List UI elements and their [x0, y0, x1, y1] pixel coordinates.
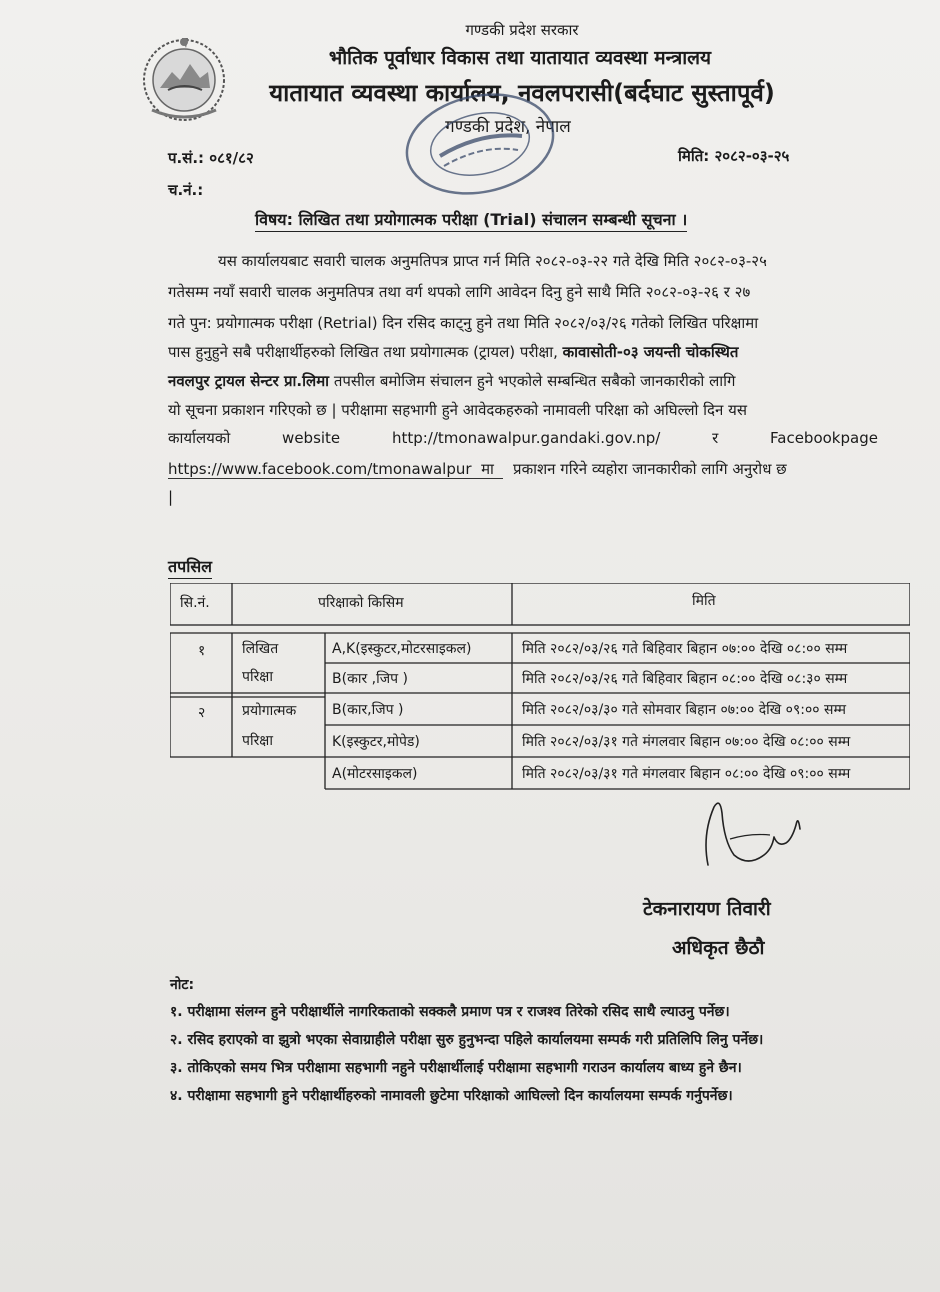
body-line-1: यस कार्यालयबाट सवारी चालक अनुमतिपत्र प्राप्त गर्न मिति २०८२-०३-२२ गते देखि मिति २०८२-०३-२५ [218, 252, 767, 270]
group-1-type-line2: परिक्षा [242, 669, 273, 685]
website-url-link[interactable]: http://tmonawalpur.gandaki.gov.np/ [391, 429, 661, 447]
signatory-name: टेकनारायण तिवारी [643, 898, 771, 920]
table-row-date: मिति २०८२/०३/२६ गते बिहिवार बिहान ०७:०० देखि ०८:०० सम्म [522, 641, 848, 657]
letter-date: मिति: २०८२-०३-२५ [678, 147, 790, 165]
schedule-heading: तपसिल [168, 555, 212, 579]
body-line-5-text: तपसील बमोजिम संचालन हुने भएकोले सम्बन्धित सबैको जानकारीको लागि [333, 372, 736, 390]
group-1-sn: १ [198, 643, 206, 659]
body-line-5 [168, 371, 878, 391]
website-word: website [282, 429, 341, 447]
table-row-category: K(इस्कुटर,मोपेड) [332, 734, 420, 750]
facebook-ma: मा [481, 460, 494, 478]
body-line-6: यो सूचना प्रकाशन गरिएको छ | परीक्षामा सहभागी हुने आवेदकहरुको नामावली परिक्षा को अघिल्लो दिन यस [168, 401, 747, 419]
trial-venue-part2: नवलपुर ट्रायल सेन्टर प्रा.लिमा [168, 372, 330, 390]
body-line-4-text: पास हुनुहुने सबै परीक्षार्थीहरुको लिखित तथा प्रयोगात्मक (ट्रायल) परीक्षा, [168, 343, 558, 361]
ministry-name: भौतिक पूर्वाधार विकास तथा यातायात व्यवस्था मन्त्रालय [328, 47, 712, 69]
body-line-2: गतेसम्म नयाँ सवारी चालक अनुमतिपत्र तथा वर्ग थपको लागि आवेदन दिनु हुने साथै मिति २०८२-०३-२६ र २७ [168, 283, 751, 301]
table-row-date: मिति २०८२/०३/३१ गते मंगलवार बिहान ०७:०० देखि ०८:०० सम्म [522, 734, 851, 750]
office-stamp-icon [400, 92, 560, 200]
col-header-sn: सि.नं. [180, 595, 210, 611]
exam-schedule-table [170, 583, 910, 791]
facebookpage-word: Facebookpage [770, 429, 878, 447]
table-row-date: मिति २०८२/०३/३० गते सोमवार बिहान ०७:०० देखि ०९:०० सम्म [522, 702, 846, 718]
body-line-9: | [168, 488, 174, 506]
table-row-category: A,K(इस्कुटर,मोटरसाइकल) [332, 641, 472, 657]
table-row-category: B(कार,जिप ) [332, 702, 404, 718]
conjunction-ra: र [712, 429, 719, 447]
office-word: कार्यालयको [168, 429, 231, 447]
notice-subject: विषय: लिखित तथा प्रयोगात्मक परीक्षा (Trial) संचालन सम्बन्धी सूचना । [255, 208, 687, 232]
notes-heading: नोट: [170, 977, 195, 993]
group-2-type-line1: प्रयोगात्मक [242, 703, 297, 719]
col-header-exam-type: परिक्षाको किसिम [318, 595, 404, 611]
handwritten-signature-icon [700, 795, 820, 875]
signatory-designation: अधिकृत छैठौ [672, 937, 765, 959]
office-location: गण्डकी प्रदेश, नेपाल [445, 117, 571, 137]
table-row-category: A(मोटरसाइकल) [332, 766, 418, 782]
col-header-date: मिति [692, 593, 716, 609]
group-1-type-line1: लिखित [242, 641, 279, 657]
province-government: गण्डकी प्रदेश सरकार [465, 21, 579, 39]
facebook-url-link[interactable] [168, 460, 503, 479]
body-line-7 [168, 428, 878, 448]
note-item: ४. परीक्षामा सहभागी हुने परीक्षार्थीहरुको नामावली छुटेमा परिक्षाको आघिल्लो दिन कार्यालयमा सम्पर्क गर्नुपर्नेछ। [170, 1088, 733, 1104]
table-row-category: B(कार ,जिप ) [332, 671, 408, 687]
office-name: यातायात व्यवस्था कार्यालय, नवलपरासी(बर्दघाट सुस्तापूर्व) [269, 79, 775, 107]
group-2-type-line2: परिक्षा [242, 733, 273, 749]
dispatch-number: च.नं.: [168, 181, 204, 199]
trial-venue-part1: कावासोती-०३ जयन्ती चोकस्थित [562, 343, 739, 361]
table-row-date: मिति २०८२/०३/३१ गते मंगलवार बिहान ०८:०० देखि ०९:०० सम्म [522, 766, 851, 782]
body-line-4 [168, 342, 878, 362]
table-row-date: मिति २०८२/०३/२६ गते बिहिवार बिहान ०८:०० देखि ०८:३० सम्म [522, 671, 848, 687]
note-item: ३. तोकिएको समय भित्र परीक्षामा सहभागी नहुने परीक्षार्थीलाई परीक्षामा सहभागी गराउन कार्यालय बाध्य हुने छैन। [170, 1060, 742, 1076]
note-item: १. परीक्षामा संलग्न हुने परीक्षार्थीले नागरिकताको सक्कलै प्रमाण पत्र र राजश्व तिरेको रसिद साथै ल्याउनु पर्नेछ। [170, 1004, 730, 1020]
letter-number: प.सं.: ०८१/८२ [168, 149, 254, 167]
body-line-8 [168, 459, 878, 479]
group-2-sn: २ [198, 705, 206, 721]
note-item: २. रसिद हराएको वा झुत्रो भएका सेवाग्राहीले परीक्षा सुरु हुनुभन्दा पहिले कार्यालयमा सम्पर्क गरी प्रतिलिपि लिनु पर्नेछ। [170, 1032, 764, 1048]
facebook-url-text: https://www.facebook.com/tmonawalpur [168, 460, 472, 478]
body-line-8-text: प्रकाशन गरिने व्यहोरा जानकारीको लागि अनुरोध छ [513, 460, 787, 478]
body-line-3: गते पुन: प्रयोगात्मक परीक्षा (Retrial) दिन रसिद काट्नु हुने तथा मिति २०८२/०३/२६ गतेको लिखित परिक्षामा [168, 314, 759, 332]
